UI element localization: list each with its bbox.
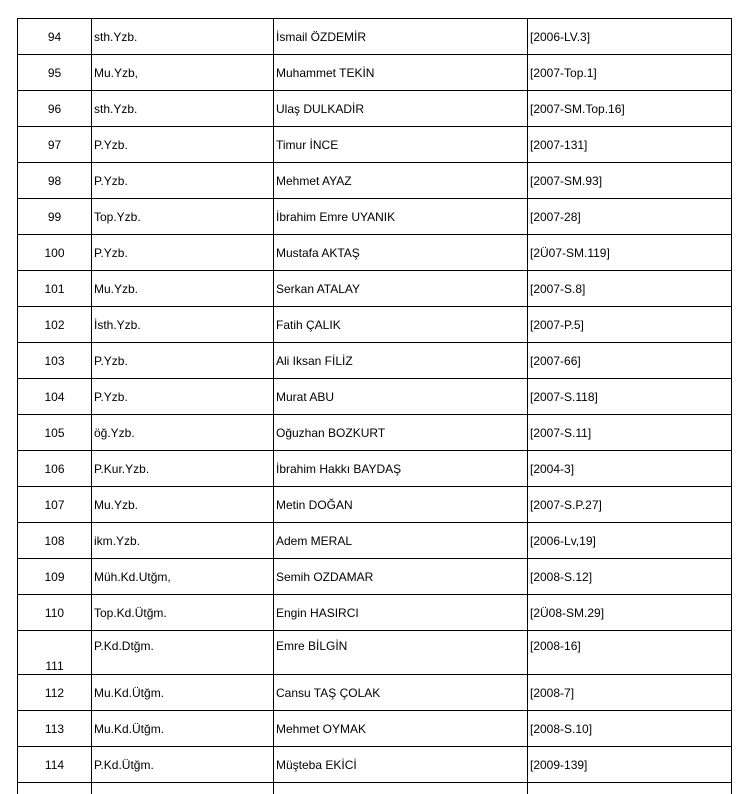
table-row	[18, 163, 732, 199]
name-cell: Murat ABU	[274, 379, 528, 415]
name-cell: Mustafa AKTAŞ	[274, 235, 528, 271]
table-row	[18, 91, 732, 127]
name-cell: Müşteba EKİCİ	[274, 747, 528, 783]
table-row	[18, 55, 732, 91]
rank-cell: P.Yzb.	[92, 343, 274, 379]
name-cell: Mehmet AYAZ	[274, 163, 528, 199]
reference-cell: [2008-S.12]	[528, 559, 732, 595]
reference-cell: [2006-LV.3]	[528, 19, 732, 55]
row-number-cell: 110	[18, 595, 92, 631]
table-row	[18, 415, 732, 451]
row-number-cell: 113	[18, 711, 92, 747]
table-row	[18, 523, 732, 559]
rank-cell: İsth.Yzb.	[92, 307, 274, 343]
reference-cell: [2007-SM.93]	[528, 163, 732, 199]
reference-cell: [2008-S.10]	[528, 711, 732, 747]
rank-cell: ikm.Yzb.	[92, 523, 274, 559]
reference-cell: [2007-S.118]	[528, 379, 732, 415]
rank-cell: P.Yzb.	[92, 235, 274, 271]
row-number-cell: 95	[18, 55, 92, 91]
name-cell: Semih OZDAMAR	[274, 559, 528, 595]
name-cell: Fatih ÇALIK	[274, 307, 528, 343]
table-row	[18, 199, 732, 235]
table-row	[18, 127, 732, 163]
table-row	[18, 271, 732, 307]
reference-cell: [2007-28]	[528, 199, 732, 235]
row-number-cell: 109	[18, 559, 92, 595]
row-number-cell: 101	[18, 271, 92, 307]
row-number-cell: 99	[18, 199, 92, 235]
reference-cell: [2006-Lv,19]	[528, 523, 732, 559]
table-row	[18, 487, 732, 523]
personnel-table	[17, 18, 732, 794]
table-row	[18, 559, 732, 595]
name-cell: İbrahim Emre UYANIK	[274, 199, 528, 235]
rank-cell: Mu.Yzb.	[92, 271, 274, 307]
name-cell: Serkan ATALAY	[274, 271, 528, 307]
row-number-cell: 103	[18, 343, 92, 379]
reference-cell	[528, 783, 732, 794]
row-number-cell: 106	[18, 451, 92, 487]
table-row	[18, 379, 732, 415]
rank-cell: P.Kd.Dtğm.	[92, 631, 274, 675]
table-row	[18, 747, 732, 783]
row-number-cell: 98	[18, 163, 92, 199]
rank-cell	[92, 783, 274, 794]
rank-cell: Müh.Kd.Utğm,	[92, 559, 274, 595]
name-cell: Adem MERAL	[274, 523, 528, 559]
reference-cell: [2008-7]	[528, 675, 732, 711]
name-cell: Mehmet OYMAK	[274, 711, 528, 747]
table-row-partial	[18, 783, 732, 794]
row-number-cell: 105	[18, 415, 92, 451]
row-number-cell	[18, 783, 92, 794]
table-row	[18, 343, 732, 379]
name-cell: Emre BİLGİN	[274, 631, 528, 675]
reference-cell: [2009-139]	[528, 747, 732, 783]
row-number-cell: 107	[18, 487, 92, 523]
row-number-cell: 108	[18, 523, 92, 559]
row-number-cell: 97	[18, 127, 92, 163]
rank-cell: P.Yzb.	[92, 127, 274, 163]
rank-cell: Mu.Yzb.	[92, 487, 274, 523]
table-row	[18, 711, 732, 747]
rank-cell: P.Kur.Yzb.	[92, 451, 274, 487]
name-cell: Timur İNCE	[274, 127, 528, 163]
table-row	[18, 675, 732, 711]
name-cell: İbrahim Hakkı BAYDAŞ	[274, 451, 528, 487]
name-cell: Metin DOĞAN	[274, 487, 528, 523]
table-row	[18, 451, 732, 487]
reference-cell: [2Ü07-SM.119]	[528, 235, 732, 271]
reference-cell: [2007-Top.1]	[528, 55, 732, 91]
reference-cell: [2007-S.8]	[528, 271, 732, 307]
reference-cell: [2007-S.P.27]	[528, 487, 732, 523]
row-number-cell: 100	[18, 235, 92, 271]
reference-cell: [2007-S.11]	[528, 415, 732, 451]
reference-cell: [2004-3]	[528, 451, 732, 487]
table-row	[18, 595, 732, 631]
row-number-cell: 102	[18, 307, 92, 343]
reference-cell: [2007-P.5]	[528, 307, 732, 343]
rank-cell: öğ.Yzb.	[92, 415, 274, 451]
rank-cell: P.Kd.Ütğm.	[92, 747, 274, 783]
reference-cell: [2007-131]	[528, 127, 732, 163]
rank-cell: Top.Yzb.	[92, 199, 274, 235]
name-cell: Ali Iksan FİLİZ	[274, 343, 528, 379]
rank-cell: P.Yzb.	[92, 379, 274, 415]
reference-cell: [2007-SM.Top.16]	[528, 91, 732, 127]
rank-cell: Top.Kd.Ütğm.	[92, 595, 274, 631]
name-cell: Oğuzhan BOZKURT	[274, 415, 528, 451]
table-row	[18, 19, 732, 55]
row-number-cell: 96	[18, 91, 92, 127]
table-row	[18, 631, 732, 675]
rank-cell: sth.Yzb.	[92, 19, 274, 55]
row-number-cell: 112	[18, 675, 92, 711]
reference-cell: [2007-66]	[528, 343, 732, 379]
rank-cell: Mu.Yzb,	[92, 55, 274, 91]
row-number-cell: 104	[18, 379, 92, 415]
table-row	[18, 307, 732, 343]
name-cell: Muhammet TEKİN	[274, 55, 528, 91]
rank-cell: Mu.Kd.Ütğm.	[92, 675, 274, 711]
name-cell: Engin HASIRCI	[274, 595, 528, 631]
row-number-cell: 111	[18, 631, 92, 675]
reference-cell: [2Ü08-SM.29]	[528, 595, 732, 631]
reference-cell: [2008-16]	[528, 631, 732, 675]
rank-cell: Mu.Kd.Ütğm.	[92, 711, 274, 747]
table-body	[18, 19, 732, 794]
row-number-cell: 114	[18, 747, 92, 783]
rank-cell: sth.Yzb.	[92, 91, 274, 127]
name-cell: İsmail ÖZDEMİR	[274, 19, 528, 55]
table-row	[18, 235, 732, 271]
name-cell: Cansu TAŞ ÇOLAK	[274, 675, 528, 711]
name-cell: Ulaş DULKADİR	[274, 91, 528, 127]
name-cell	[274, 783, 528, 794]
row-number-cell: 94	[18, 19, 92, 55]
rank-cell: P.Yzb.	[92, 163, 274, 199]
